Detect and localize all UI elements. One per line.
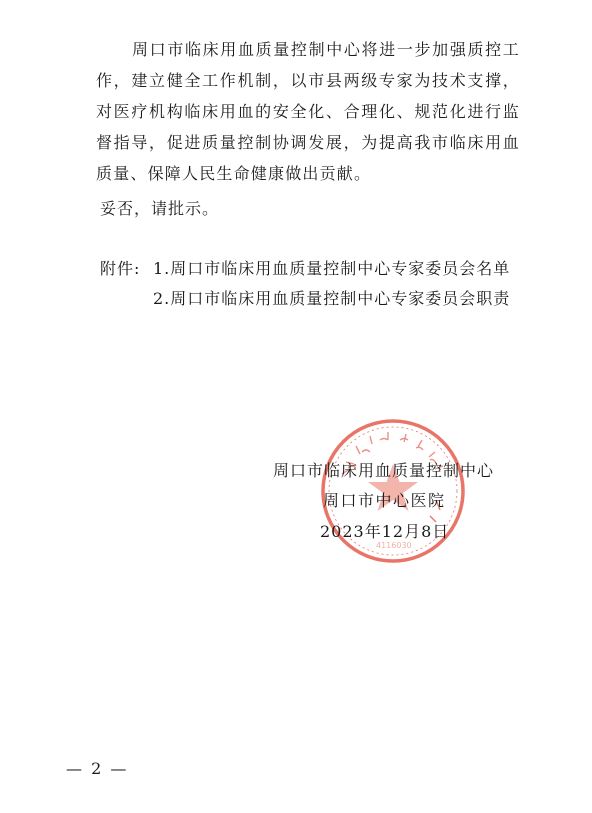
closing-line: 妥否，请批示。 — [100, 199, 220, 218]
seal-code: 4116030 — [376, 541, 412, 550]
attachment-item-1: 1.周口市临床用血质量控制中心专家委员会名单 — [153, 259, 511, 278]
attachments-label: 附件: — [100, 259, 141, 278]
attachment-item-2: 2.周口市临床用血质量控制中心专家委员会职责 — [153, 289, 511, 308]
signature-org-1: 周口市临床用血质量控制中心 — [273, 461, 495, 480]
signature-date: 2023年12月8日 — [320, 522, 450, 541]
signature-org-2: 周口市中心医院 — [323, 491, 446, 510]
body-paragraph: 周口市临床用血质量控制中心将进一步加强质控工作，建立健全工作机制，以市县两级专家为技术支撑，对医疗机构临床用血的安全化、合理化、规范化进行监督指导，促进质量控制协调发展，为提高我市临床用血质量、保障人民生命健康做出贡献。 — [96, 40, 520, 183]
page-number: — 2 — — [66, 759, 129, 778]
